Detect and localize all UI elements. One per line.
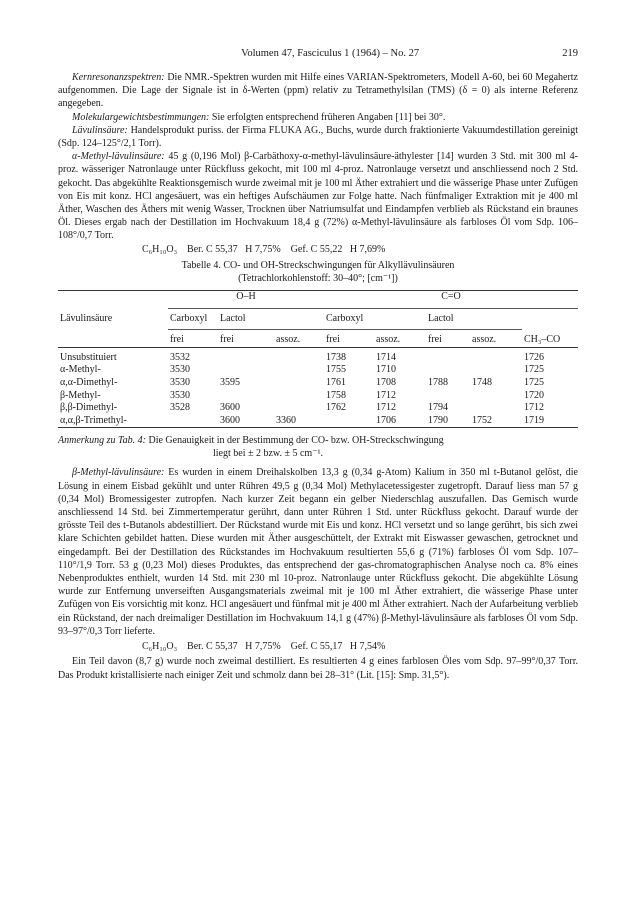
table-cell: 1738 [326, 351, 346, 363]
table-subtitle: (Tetrachlorkohlenstoff: 30–40°; [cm⁻¹]) [238, 273, 398, 285]
page-number: 219 [562, 48, 578, 59]
subhead-carboxyl-co: Carboxyl [326, 312, 364, 324]
note-line-1: Die Genauigkeit in der Bestimmung der CO- bzw. OH-Streckschwingung [145, 435, 444, 447]
paragraph-text: Handelsprodukt puriss. der Firma FLUKA AG., Buchs, wurde durch fraktionierte Vakuumdestillation gereinigt (Sdp. 124–125°/2,1 Torr). [58, 124, 578, 150]
paragraph-lead: α-Methyl-lävulinsäure: [72, 151, 165, 163]
table-cell: α,α,β-Trimethyl- [58, 415, 168, 428]
column-header: frei [426, 334, 470, 347]
table-cell: 3360 [274, 415, 324, 428]
table-cell: 1714 [376, 351, 396, 363]
table-cell [426, 390, 470, 403]
table-cell: 3528 [170, 402, 190, 414]
table-cell [218, 390, 274, 403]
paragraph-lead: Molekulargewichtsbestimmungen: [72, 111, 210, 123]
table-cell: 1794 [428, 402, 448, 414]
column-header: assoz. [470, 334, 522, 347]
table-cell [274, 364, 324, 377]
table-cell [274, 377, 324, 390]
subhead-carboxyl-oh: Carboxyl [170, 312, 208, 324]
column-header: frei [218, 334, 274, 347]
table-cell: 1755 [326, 364, 346, 376]
table-cell [426, 352, 470, 365]
table-row [58, 364, 578, 377]
journal-volume: Volumen 47, Fasciculus 1 (1964) – No. 27 [241, 48, 420, 59]
table-header-row-2 [58, 313, 578, 326]
paragraph-lead: β-Methyl-lävulinsäure: [72, 467, 165, 479]
column-header: frei [168, 334, 218, 347]
note-lead: Anmerkung zu Tab. 4: [58, 435, 146, 447]
table-cell: β-Methyl- [60, 389, 101, 401]
table-header-row-3 [58, 334, 578, 347]
row-header-label: Lävulinsäure [60, 312, 113, 324]
table-cell: 1712 [376, 402, 396, 414]
paragraph-laevulinsaeure [58, 124, 578, 150]
elemental-analysis-1: C₆H₁₀O₃ Ber. C 55,37 H 7,75% Gef. C 55,22 H 7,69% [142, 243, 386, 255]
table-cell: 1752 [470, 415, 522, 428]
table-cell [274, 352, 324, 365]
table-cell [218, 364, 274, 377]
table-cell: 1761 [326, 377, 346, 389]
column-group-co: C=O [324, 291, 578, 304]
paragraph-text: Es wurden in einem Dreihalskolben 13,3 g (0,34 g-Atom) Kalium in 350 ml t-Butanol gelöst, die Lösung in einem Eisbad gekühlt und unter Rühren 49,5 g (0,34 Mol) Methylacetessigester zugetropft. Darauf liess man 57 g (0,34 Mol) Bromessigester zutropfen. Nach kurzer Zeit begann ein gelber Niederschlag auszufallen. Das Gemisch wurde anschliessend 14 Std. bei Zimmertemperatur gerührt, dann unter Rühren 1 Std. unter Rückfluss gekocht. Darauf wurde der grösste Teil des t-Butanols abdestilliert. Der Rückstand wurde mit Eis und konz. HCl versetzt und so lange gerührt, bis sich zwei klare Schichten gebildet hatten. Diese wurden mit Äther ausgeschüttelt, der Extrakt mit Eiswasser gewaschen, getrocknet und eingedampft. Bei der Destillation des Rückstandes im Hochvakuum resultierten 55,6 g (71%) farbloses Öl vom Sdp. 107–110°/1,9 Torr. 53 g (0,23 Mol) dieses Produktes, das entsprechend der gas-chromatographischen Analyse noch ca. 8% eines Nebenproduktes enthielt, wurden 14 Std. mit 230 ml 10-proz. Natronlauge unter Rückfluss gekocht. Die abgekühlte Lösung wurde zur Entfernung unverseiften Ausgangsmaterials zweimal mit je 100 ml Äther extrahiert, die wässerige Phase unter Zufügen von Eis vorsichtig mit konz. HCl angesäuert und fünfmal mit je 400 ml Äther extrahiert. Nach der Aufarbeitung verblieb ein Rückstand, der nach dreimaliger Destillation im Hochvakuum 14,1 g (47%) β-Methyl-lävulinsäure als farbloses Öl vom Sdp. 93–97°/0,3 Torr lieferte. [58, 467, 578, 637]
table-cell: 1720 [524, 389, 544, 401]
table-cell [470, 352, 522, 365]
table-cell: 1762 [326, 402, 346, 414]
table-cell: 1758 [326, 389, 346, 401]
table-cell: 3600 [220, 402, 240, 414]
table-cell [470, 390, 522, 403]
table-title: Tabelle 4. CO- und OH-Streckschwingungen für Alkyllävulinsäuren [181, 260, 455, 272]
running-header [58, 48, 578, 59]
table-cell: Unsubstituiert [60, 351, 117, 363]
table-cell: 3532 [170, 351, 190, 363]
paragraph-molweight [58, 111, 578, 124]
page [58, 48, 578, 682]
table-cell: α,α-Dimethyl- [60, 377, 118, 389]
table-header-row-1 [58, 291, 578, 304]
table-cell [426, 364, 470, 377]
table-cell: 3595 [220, 377, 240, 389]
paragraph-lead: Kernresonanzspektren: [72, 72, 165, 83]
subhead-lactol-oh: Lactol [220, 312, 246, 324]
column-header: assoz. [374, 334, 426, 347]
table-cell [470, 364, 522, 377]
table-row [58, 377, 578, 390]
table-cell [218, 352, 274, 365]
table-cell: α-Methyl- [60, 364, 101, 376]
table-row [58, 415, 578, 428]
paragraph-alpha-methyl [58, 150, 578, 242]
table-cell: 1748 [472, 377, 492, 389]
table-caption [58, 259, 578, 285]
table-cell: 1710 [376, 364, 396, 376]
table-cell: 1725 [524, 377, 544, 389]
table-cell [470, 402, 522, 415]
column-header: frei [324, 334, 374, 347]
table-cell [324, 415, 374, 428]
table-cell: 1726 [524, 351, 544, 363]
paragraph-beta-methyl [58, 466, 578, 638]
table-cell: 1712 [376, 389, 396, 401]
note-line-2: liegt bei ± 2 bzw. ± 5 cm⁻¹. [213, 448, 323, 460]
table-cell: 1708 [376, 377, 396, 389]
table-cell: 3600 [218, 415, 274, 428]
elemental-analysis-2: C₆H₁₀O₃ Ber. C 55,37 H 7,75% Gef. C 55,17 H 7,54% [142, 641, 386, 653]
table-cell: 1719 [522, 415, 578, 428]
table-cell: 1725 [524, 364, 544, 376]
table-cell: 1706 [374, 415, 426, 428]
table-cell: β,β-Dimethyl- [60, 402, 118, 414]
paragraph-final: Ein Teil davon (8,7 g) wurde noch zweimal destilliert. Es resultierten 4 g eines farblosen Öles vom Sdp. 97–99°/0,37 Torr. Das Produkt kristallisierte nach einiger Zeit und schmolz dann bei 28–31° (Lit. [15]: Smp. 31,5°). [58, 656, 578, 681]
column-header: CH₃–CO [522, 334, 578, 347]
table-cell: 3530 [170, 389, 190, 401]
column-header: assoz. [274, 334, 324, 347]
subhead-lactol-co: Lactol [428, 312, 454, 324]
table-cell: 1790 [426, 415, 470, 428]
column-group-oh: O–H [168, 291, 324, 304]
table-row [58, 352, 578, 365]
table-row [58, 390, 578, 403]
paragraph-text: Die NMR.-Spektren wurden mit Hilfe eines VARIAN-Spektrometers, Modell A-60, bei 60 Megahertz aufgenommen. Die Lage der Signale ist in δ-Werten (ppm) relativ zu Tetramethylsilan (TMS) (δ = 0) als interne Referenz angegeben. [58, 72, 578, 110]
data-table [58, 290, 578, 428]
table-cell: 3530 [170, 364, 190, 376]
paragraph-lead: Lävulinsäure: [72, 124, 128, 136]
table-cell [168, 415, 218, 428]
table-cell [274, 390, 324, 403]
table-note [58, 434, 578, 460]
table-cell [274, 402, 324, 415]
table-row [58, 402, 578, 415]
paragraph-text: 45 g (0,196 Mol) β-Carbäthoxy-α-methyl-lävulinsäure-äthylester [14] wurden 3 Std. mit 300 ml 4-proz. wässeriger Natronlauge unter Rückfluss gekocht, mit 100 ml 4-proz. Natronlauge versetzt und anschliessend noch 2 Std. gekocht. Das abgekühlte Reaktionsgemisch wurde zweimal mit je 100 ml Äther extrahiert und die wässerige Phase unter Zufügen von Eis mit konz. HCl angesäuert, was ein heftiges Aufschäumen zur Folge hatte. Nach fünfmaliger Extraktion mit je 400 ml Äther, Waschen des Äthers mit wenig Wasser, Trocknen über Natriumsulfat und Eindampfen verblieb als Rückstand ein braunes Öl. Dieses ergab nach der Destillation im Hochvakuum 18,4 g (72%) α-Methyl-lävulinsäure als farbloses Öl vom Sdp. 106–108°/0,7 Torr. [58, 151, 578, 242]
table-cell: 3530 [170, 377, 190, 389]
table-cell: 1788 [428, 377, 448, 389]
table-cell: 1712 [524, 402, 544, 414]
paragraph-text: Sie erfolgten entsprechend früheren Angaben [11] bei 30°. [209, 111, 446, 123]
paragraph-nmr [58, 71, 578, 111]
